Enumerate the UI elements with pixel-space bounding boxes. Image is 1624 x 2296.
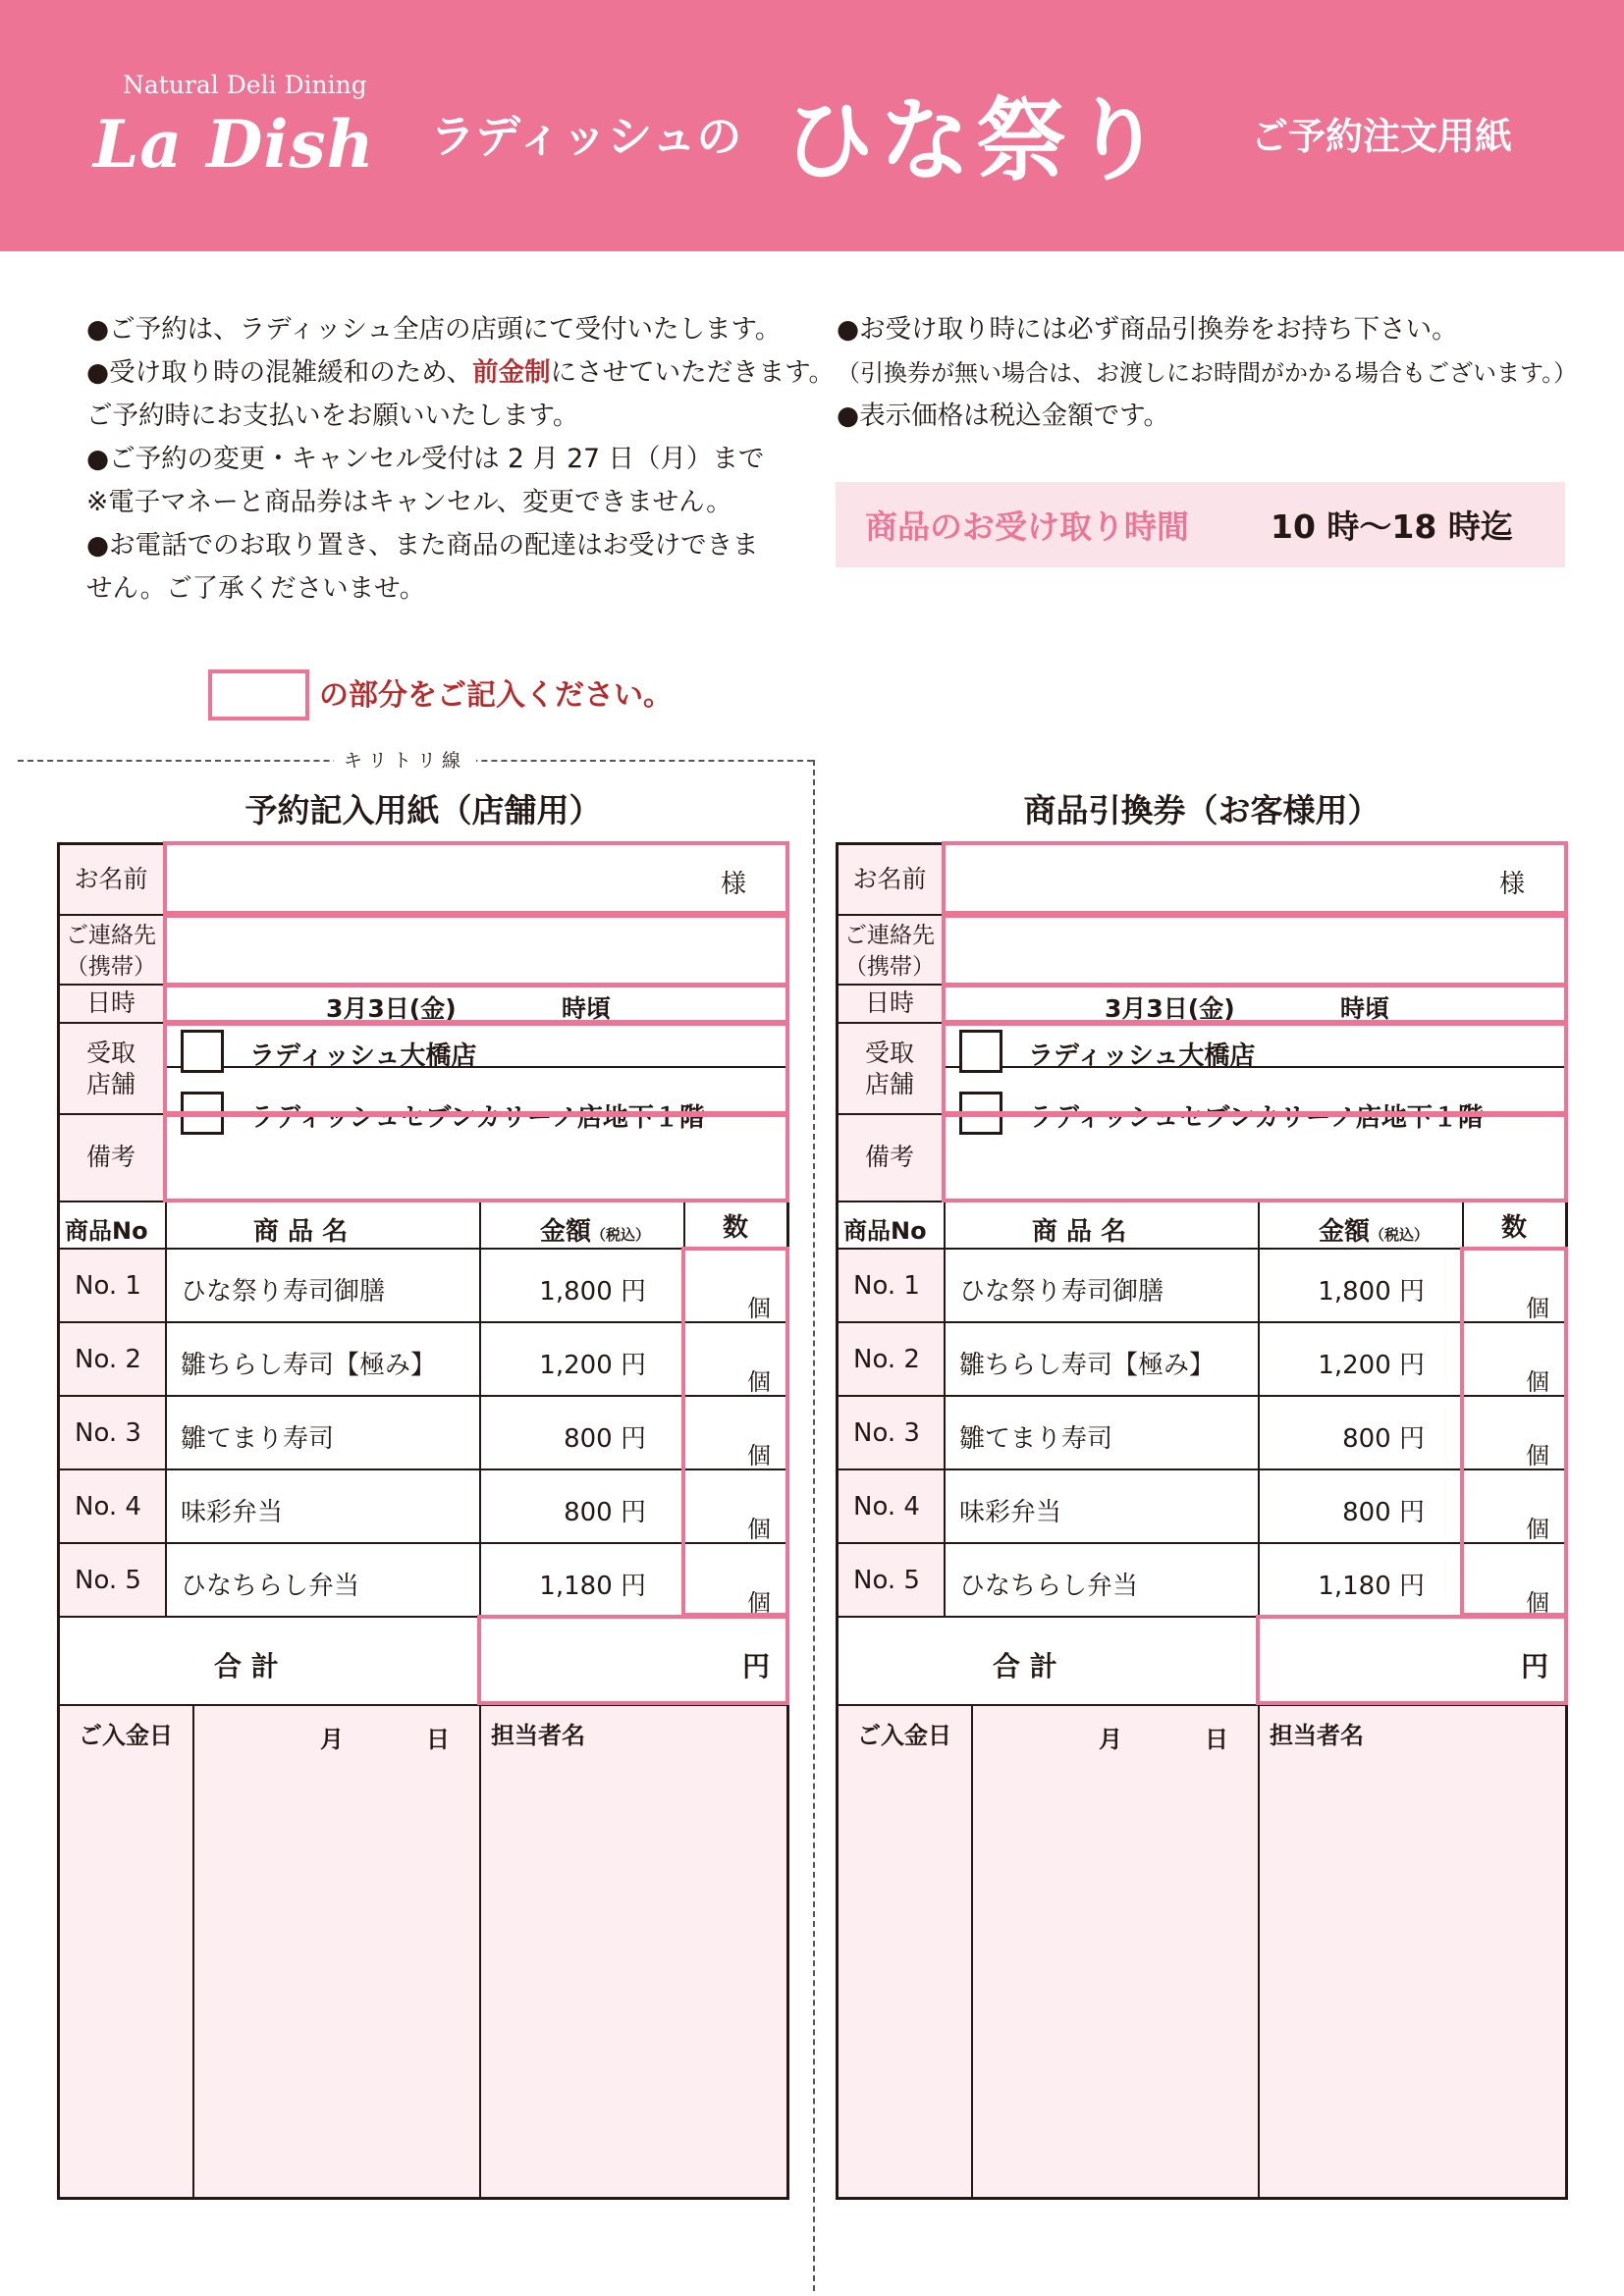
time-suffix: 時頃 bbox=[1340, 994, 1390, 1023]
product-price: 800 円 bbox=[564, 1498, 646, 1527]
row-divider bbox=[839, 1468, 1565, 1470]
honorific-sama: 様 bbox=[1499, 870, 1526, 899]
quantity-input-column[interactable] bbox=[681, 1247, 789, 1617]
row-divider bbox=[839, 1395, 1565, 1397]
row-divider bbox=[60, 1248, 786, 1250]
qty-divider bbox=[1464, 1395, 1564, 1397]
label-contact: ご連絡先 （携帯） bbox=[66, 923, 156, 980]
qty-unit: 個 bbox=[747, 1295, 771, 1322]
pickup-time-box bbox=[836, 482, 1565, 567]
label-datetime: 日時 bbox=[864, 988, 914, 1017]
col-header-price: 金額（税込） bbox=[1319, 1217, 1430, 1247]
pickup-label: 商品のお受け取り時間 bbox=[865, 507, 1189, 546]
col-header-no: 商品No bbox=[843, 1217, 927, 1245]
time-suffix: 時頃 bbox=[562, 994, 612, 1023]
store-option-label: ラディッシュ大橋店 bbox=[1028, 1041, 1256, 1071]
store-option-label: ラディッシュセブンカリーノ店地下１階 bbox=[249, 1103, 705, 1133]
pickup-time-input[interactable] bbox=[942, 984, 1568, 1024]
product-name: 雛ちらし寿司【極み】 bbox=[181, 1351, 437, 1380]
col-divider bbox=[479, 1704, 481, 2200]
notes-right bbox=[837, 308, 1577, 438]
note-line: ●受け取り時の混雑緩和のため、前金制にさせていただきます。 bbox=[86, 357, 835, 388]
name-input[interactable] bbox=[163, 841, 789, 915]
store-option-label: ラディッシュ大橋店 bbox=[249, 1041, 477, 1071]
product-price: 1,180 円 bbox=[539, 1572, 646, 1601]
product-price: 1,200 円 bbox=[1318, 1351, 1425, 1380]
product-name: ひな祭り寿司御膳 bbox=[959, 1277, 1164, 1307]
logo-subtitle: Natural Deli Dining bbox=[123, 71, 367, 99]
payment-date-label: ご入金日 bbox=[857, 1722, 951, 1749]
date-value: 3月3日(金) bbox=[1105, 994, 1235, 1023]
pickup-time: 10 時～18 時迄 bbox=[1271, 507, 1513, 546]
month-label: 月 bbox=[320, 1726, 344, 1753]
qty-divider bbox=[685, 1542, 785, 1544]
qty-unit: 個 bbox=[747, 1442, 771, 1469]
cut-line-vertical bbox=[813, 760, 815, 2291]
day-label: 日 bbox=[1205, 1726, 1228, 1753]
col-divider bbox=[192, 1704, 194, 2200]
product-price: 800 円 bbox=[1342, 1498, 1425, 1527]
col-header-price: 金額（税込） bbox=[540, 1217, 651, 1247]
total-yen: 円 bbox=[742, 1650, 771, 1682]
qty-unit: 個 bbox=[1526, 1368, 1549, 1396]
label-name: お名前 bbox=[74, 865, 148, 893]
title-prefix: ラディッシュの bbox=[430, 110, 742, 163]
total-label: 合 計 bbox=[993, 1650, 1057, 1682]
product-no: No. 2 bbox=[853, 1345, 920, 1374]
product-price: 800 円 bbox=[564, 1424, 646, 1454]
qty-divider bbox=[685, 1321, 785, 1323]
qty-unit: 個 bbox=[747, 1516, 771, 1543]
qty-divider bbox=[1464, 1542, 1564, 1544]
qty-divider bbox=[1464, 1468, 1564, 1470]
row-divider bbox=[839, 1248, 1565, 1250]
total-label: 合 計 bbox=[214, 1650, 279, 1682]
col-divider bbox=[1258, 1704, 1260, 2200]
label-remarks: 備考 bbox=[85, 1143, 135, 1171]
product-name: 雛ちらし寿司【極み】 bbox=[959, 1351, 1216, 1380]
pickup-time-input[interactable] bbox=[163, 984, 789, 1024]
quantity-input-column[interactable] bbox=[1460, 1247, 1568, 1617]
qty-unit: 個 bbox=[1526, 1516, 1549, 1543]
product-no: No. 5 bbox=[853, 1566, 920, 1595]
payment-row-bg bbox=[839, 1706, 1565, 2197]
staff-label: 担当者名 bbox=[1270, 1722, 1364, 1749]
qty-divider bbox=[1464, 1321, 1564, 1323]
form-title: 商品引換券（お客様用） bbox=[1023, 791, 1380, 829]
title-suffix: ご予約注文用紙 bbox=[1251, 115, 1513, 158]
cut-label: キリトリ線 bbox=[334, 746, 476, 773]
product-price: 1,180 円 bbox=[1318, 1572, 1425, 1601]
remarks-input[interactable] bbox=[942, 1113, 1568, 1202]
row-divider bbox=[60, 1468, 786, 1470]
product-no: No. 4 bbox=[853, 1492, 920, 1522]
label-store: 受取 店舗 bbox=[864, 1039, 914, 1098]
product-price: 1,800 円 bbox=[1318, 1277, 1425, 1307]
name-input[interactable] bbox=[942, 841, 1568, 915]
label-name: お名前 bbox=[852, 865, 927, 893]
remarks-input[interactable] bbox=[163, 1113, 789, 1202]
note-line: ●お電話でのお取り置き、また商品の配達はお受けできま bbox=[86, 530, 759, 561]
product-no: No. 5 bbox=[75, 1566, 141, 1595]
total-yen: 円 bbox=[1521, 1650, 1549, 1682]
note-line: ●ご予約は、ラディッシュ全店の店頭にて受付いたします。 bbox=[86, 314, 782, 345]
label-datetime: 日時 bbox=[85, 988, 135, 1017]
col-header-name: 商 品 名 bbox=[253, 1217, 349, 1247]
product-name: 味彩弁当 bbox=[959, 1498, 1062, 1527]
date-value: 3月3日(金) bbox=[326, 994, 457, 1023]
day-label: 日 bbox=[426, 1726, 450, 1753]
logo: La Dish bbox=[93, 106, 375, 183]
note-line: （引換券が無い場合は、お渡しにお時間がかかる場合もございます。） bbox=[837, 359, 1578, 387]
qty-unit: 個 bbox=[1526, 1295, 1549, 1322]
store-option-label: ラディッシュセブンカリーノ店地下１階 bbox=[1028, 1103, 1484, 1133]
product-no: No. 3 bbox=[853, 1418, 920, 1448]
product-name: 味彩弁当 bbox=[181, 1498, 284, 1527]
product-name: ひなちらし弁当 bbox=[959, 1572, 1139, 1601]
product-no: No. 1 bbox=[75, 1271, 141, 1301]
row-divider bbox=[60, 1542, 786, 1544]
qty-divider bbox=[685, 1468, 785, 1470]
honorific-sama: 様 bbox=[721, 870, 747, 899]
note-line: ご予約時にお支払いをお願いいたします。 bbox=[86, 400, 579, 431]
store-select-area[interactable] bbox=[163, 1022, 789, 1115]
row-divider bbox=[839, 1321, 1565, 1323]
label-store: 受取 店舗 bbox=[85, 1039, 135, 1098]
product-no: No. 3 bbox=[75, 1418, 141, 1448]
col-divider bbox=[971, 1704, 973, 2200]
product-no: No. 1 bbox=[853, 1271, 920, 1301]
label-remarks: 備考 bbox=[864, 1143, 914, 1171]
qty-unit: 個 bbox=[1526, 1442, 1549, 1469]
col-header-qty: 数 bbox=[723, 1213, 749, 1243]
qty-unit: 個 bbox=[747, 1368, 771, 1396]
product-no: No. 2 bbox=[75, 1345, 141, 1374]
note-line: ●表示価格は税込金額です。 bbox=[837, 400, 1170, 431]
month-label: 月 bbox=[1099, 1726, 1122, 1753]
total-input[interactable] bbox=[477, 1615, 789, 1705]
qty-unit: 個 bbox=[1526, 1589, 1549, 1617]
label-contact: ご連絡先 （携帯） bbox=[844, 923, 935, 980]
col-header-name: 商 品 名 bbox=[1032, 1217, 1127, 1247]
staff-label: 担当者名 bbox=[491, 1722, 585, 1749]
note-line: ※電子マネーと商品券はキャンセル、変更できません。 bbox=[86, 487, 732, 517]
product-price: 1,200 円 bbox=[539, 1351, 646, 1380]
payment-row-bg bbox=[60, 1706, 786, 2197]
row-divider bbox=[839, 1542, 1565, 1544]
product-name: ひな祭り寿司御膳 bbox=[181, 1277, 386, 1307]
payment-date-label: ご入金日 bbox=[79, 1722, 173, 1749]
product-name: 雛てまり寿司 bbox=[181, 1424, 335, 1454]
page-title: ひな祭り bbox=[784, 88, 1169, 193]
note-line: ●ご予約の変更・キャンセル受付は 2 月 27 日（月）まで bbox=[86, 444, 765, 474]
product-no: No. 4 bbox=[75, 1492, 141, 1522]
header-banner bbox=[0, 0, 1624, 251]
note-line: せん。ご了承くださいませ。 bbox=[86, 573, 426, 604]
qty-unit: 個 bbox=[747, 1589, 771, 1617]
contact-input[interactable] bbox=[163, 914, 789, 987]
contact-input[interactable] bbox=[942, 914, 1568, 987]
legend-swatch bbox=[208, 669, 309, 721]
product-price: 800 円 bbox=[1342, 1424, 1425, 1454]
advance-payment-highlight: 前金制 bbox=[472, 357, 551, 388]
row-divider bbox=[60, 1321, 786, 1323]
total-input[interactable] bbox=[1256, 1615, 1568, 1705]
legend-text: の部分をご記入ください。 bbox=[319, 678, 673, 713]
note-line: ●お受け取り時には必ず商品引換券をお持ち下さい。 bbox=[837, 314, 1458, 345]
product-name: 雛てまり寿司 bbox=[959, 1424, 1113, 1454]
col-header-no: 商品No bbox=[65, 1217, 148, 1245]
store-select-area[interactable] bbox=[942, 1022, 1568, 1115]
qty-divider bbox=[685, 1395, 785, 1397]
form-title: 予約記入用紙（店舗用） bbox=[244, 791, 602, 829]
row-divider bbox=[60, 1395, 786, 1397]
col-header-qty: 数 bbox=[1501, 1213, 1528, 1243]
product-name: ひなちらし弁当 bbox=[181, 1572, 360, 1601]
notes-left bbox=[86, 308, 835, 611]
product-price: 1,800 円 bbox=[539, 1277, 646, 1307]
